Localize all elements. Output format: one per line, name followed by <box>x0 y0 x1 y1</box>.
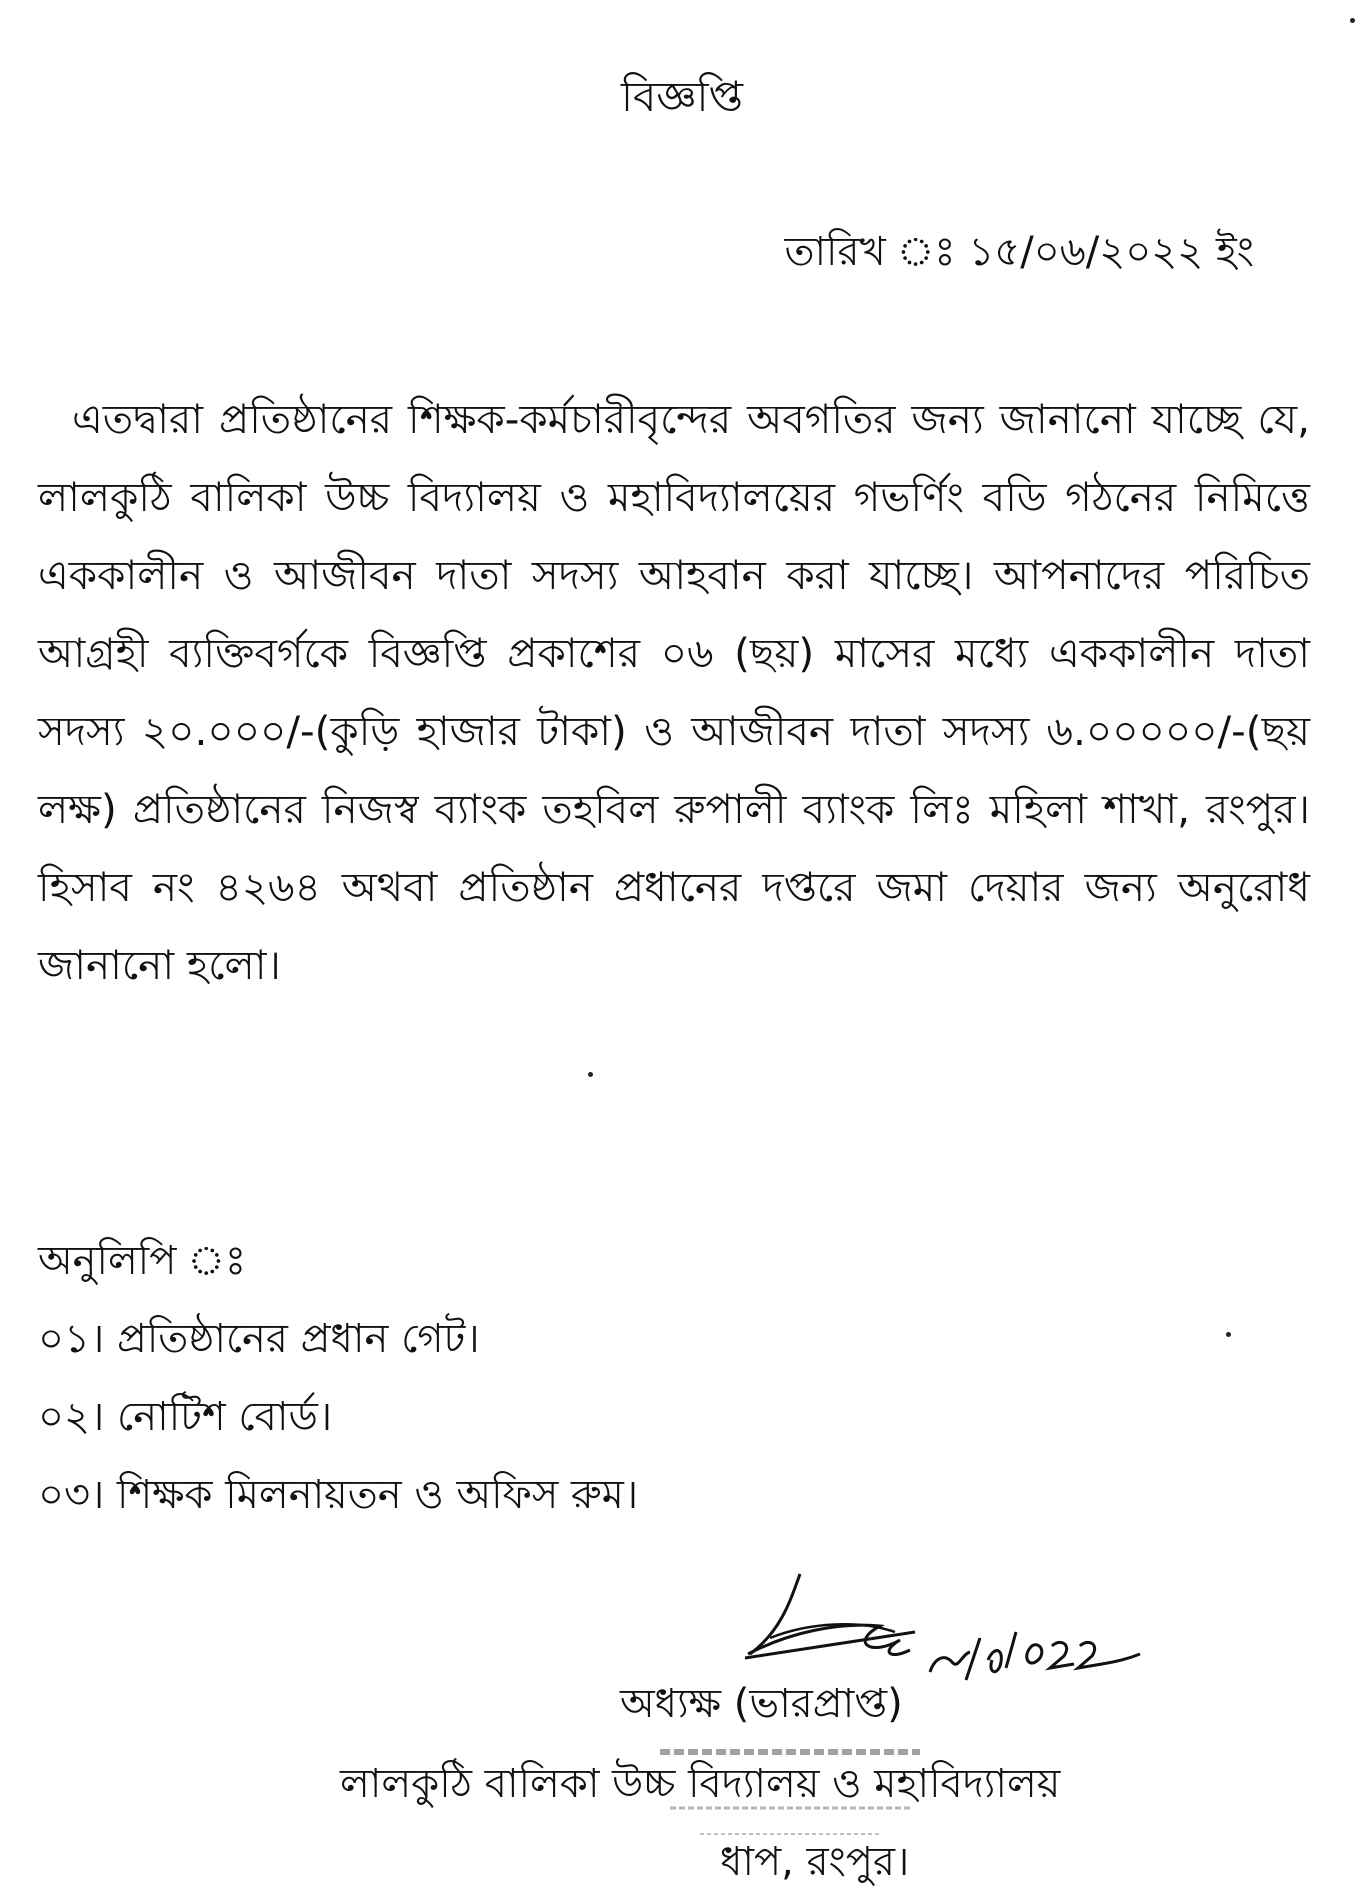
paper-speck <box>588 1072 593 1077</box>
notice-date: তারিখ ঃ ১৫/০৬/২০২২ ইং <box>784 229 1254 275</box>
copy-to-item: ০১। প্রতিষ্ঠানের প্রধান গেট। <box>38 1316 480 1362</box>
signatory-designation: অধ্যক্ষ (ভারপ্রাপ্ত) <box>620 1681 903 1727</box>
copy-to-heading: অনুলিপি ঃ <box>38 1238 247 1284</box>
copy-to-list <box>38 1222 1038 1534</box>
institution-name: লালকুঠি বালিকা উচ্চ বিদ্যালয় ও মহাবিদ্যালয় <box>340 1761 1061 1807</box>
copy-to-item: ০২। নোটিশ বোর্ড। <box>38 1394 333 1440</box>
copy-to-item: ০৩। শিক্ষক মিলনায়তন ও অফিস রুম। <box>38 1472 639 1518</box>
paper-speck <box>1226 1332 1231 1337</box>
notice-title: বিজ্ঞপ্তি <box>620 72 744 121</box>
notice-body: এতদ্বারা প্রতিষ্ঠানের শিক্ষক-কর্মচারীবৃন্দের অবগতির জন্য জানানো যাচ্ছে যে, লালকুঠি বালিকা উচ্চ বিদ্যালয় ও মহাবিদ্যালয়ের গভর্ণিং বডি গঠনের নিমিত্তে এককালীন ও আজীবন দাতা সদস্য আহবান করা যাচ্ছে। আপনাদের পরিচিত আগ্রহী ব্যক্তিবর্গকে বিজ্ঞপ্তি প্রকাশের ০৬ (ছয়) মাসের মধ্যে এককালীন দাতা সদস্য ২০.০০০/-(কুড়ি হাজার টাকা) ও আজীবন দাতা সদস্য ৬.০০০০০/-(ছয় লক্ষ) প্রতিষ্ঠানের নিজস্ব ব্যাংক তহবিল রুপালী ব্যাংক লিঃ মহিলা শাখা, রংপুর। হিসাব নং ৪২৬৪ অথবা প্রতিষ্ঠান প্রধানের দপ্তরে জমা দেয়ার জন্য অনুরোধ জানানো হলো। <box>38 395 1310 989</box>
paper-speck <box>1350 18 1355 23</box>
institution-location: ধাপ, রংপুর। <box>720 1839 910 1885</box>
handwritten-signature <box>730 1562 1150 1692</box>
